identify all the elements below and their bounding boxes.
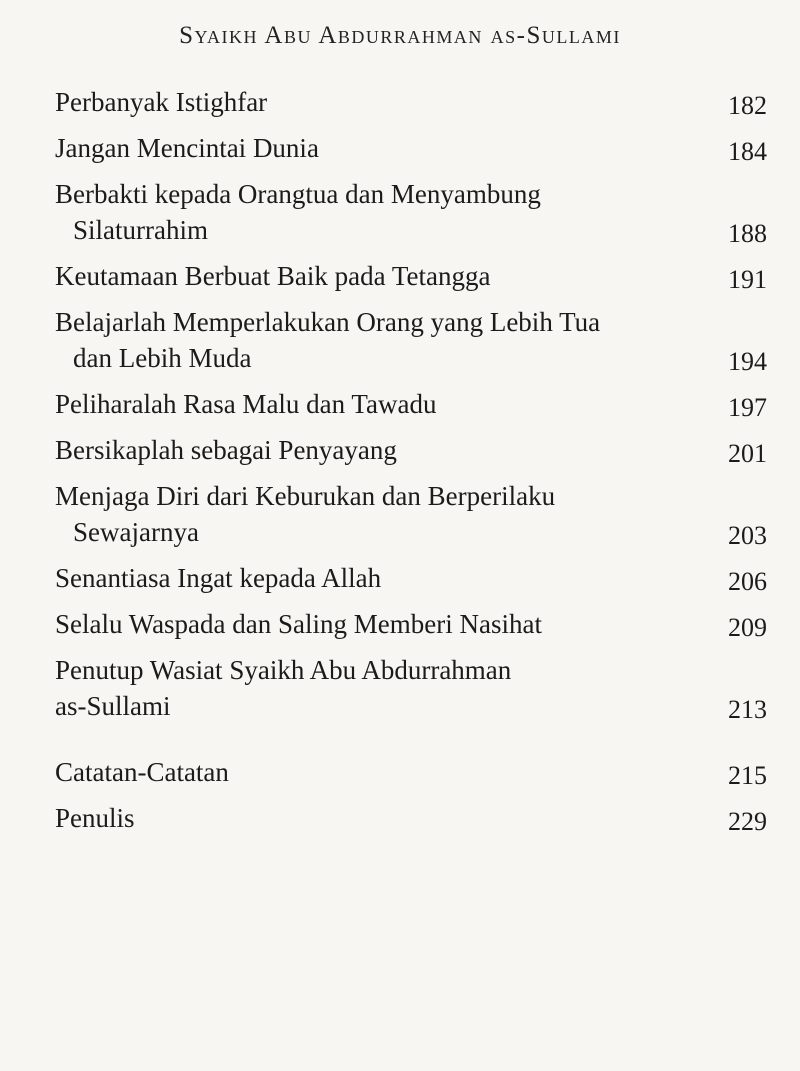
toc-entry xyxy=(55,652,767,724)
toc-entry-title: Jangan Mencintai Dunia xyxy=(55,133,319,163)
toc-entry-title: Catatan-Catatan xyxy=(55,757,229,787)
toc-entry-page: 206 xyxy=(728,567,767,596)
toc-entry xyxy=(55,258,767,294)
toc-entry-page: 203 xyxy=(728,521,767,550)
toc-entry-title: Bersikaplah sebagai Penyayang xyxy=(55,435,397,465)
running-head: Syaikh Abu Abdurrahman as-Sullami xyxy=(179,22,621,49)
toc-entry-page: 213 xyxy=(728,695,767,724)
toc-entry xyxy=(55,560,767,596)
toc-entry xyxy=(55,800,767,836)
toc-entry xyxy=(55,304,767,376)
toc-entry-title-continued: Silaturrahim xyxy=(73,215,208,245)
toc-entry-page: 229 xyxy=(728,807,767,836)
toc-entry xyxy=(55,432,767,468)
toc-entry-title: Penulis xyxy=(55,803,135,833)
toc-entry xyxy=(55,84,767,120)
toc-entry-title: Menjaga Diri dari Keburukan dan Berperilaku xyxy=(55,481,556,511)
toc-entry-title: Belajarlah Memperlakukan Orang yang Lebih Tua xyxy=(55,307,601,337)
toc-entry-title: Peliharalah Rasa Malu dan Tawadu xyxy=(55,389,437,419)
toc-entry-title-continued: Sewajarnya xyxy=(73,517,199,547)
toc-entry-title: Keutamaan Berbuat Baik pada Tetangga xyxy=(55,261,491,291)
table-of-contents xyxy=(55,84,767,836)
toc-entry-page: 182 xyxy=(728,91,767,120)
toc-entry-page: 215 xyxy=(728,761,767,790)
toc-entry-title: Perbanyak Istighfar xyxy=(55,87,268,117)
toc-entry-page: 197 xyxy=(728,393,767,422)
toc-entry-title: Penutup Wasiat Syaikh Abu Abdurrahman xyxy=(55,655,512,685)
toc-entry-title: Selalu Waspada dan Saling Memberi Nasihat xyxy=(55,609,542,639)
toc-entry-title: Senantiasa Ingat kepada Allah xyxy=(55,563,382,593)
toc-entry-page: 191 xyxy=(728,265,767,294)
toc-entry-page: 184 xyxy=(728,137,767,166)
toc-entry xyxy=(55,606,767,642)
toc-entry xyxy=(55,386,767,422)
toc-entry-page: 209 xyxy=(728,613,767,642)
toc-entry-title-continued: dan Lebih Muda xyxy=(73,343,252,373)
toc-entry xyxy=(55,176,767,248)
toc-entry xyxy=(55,754,767,790)
toc-entry-title-continued: as-Sullami xyxy=(55,691,171,721)
toc-entry-page: 188 xyxy=(728,219,767,248)
toc-entry-page: 194 xyxy=(728,347,767,376)
toc-entry xyxy=(55,478,767,550)
toc-entry-title: Berbakti kepada Orangtua dan Menyambung xyxy=(55,179,541,209)
toc-entry-page: 201 xyxy=(728,439,767,468)
toc-entry xyxy=(55,130,767,166)
